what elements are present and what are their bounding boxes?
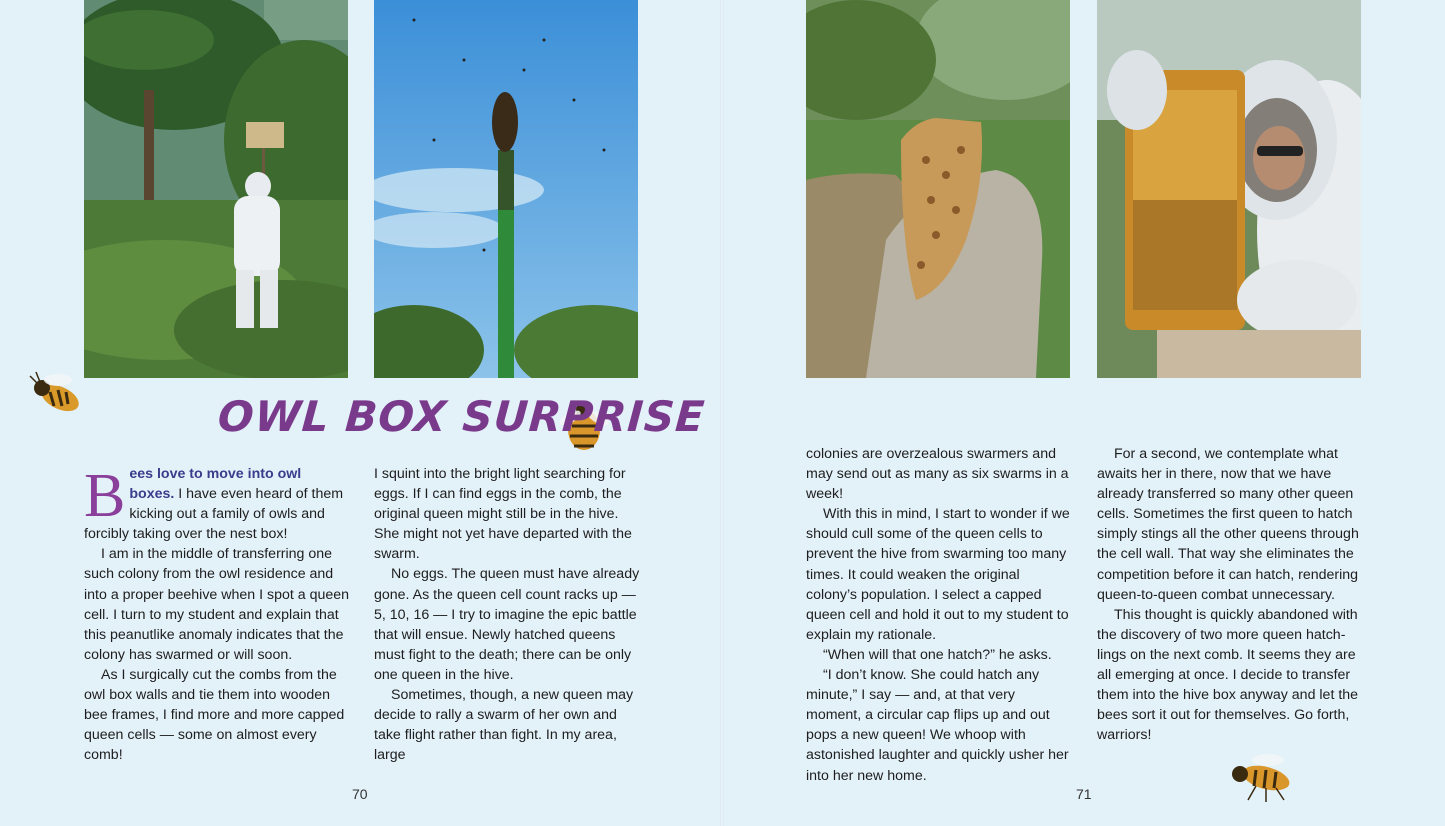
queen-cell-glove-photo xyxy=(806,0,1070,378)
page-gutter xyxy=(720,0,724,826)
paragraph: With this in mind, I start to wonder if we should cull some of the queen cells to prevent the hive from swarming too many times. It could weaken the original colony’s population. I select a capped queen cell and hold it out to my student to explain my rationale. xyxy=(806,506,1070,643)
paragraph: For a second, we contemplate what awaits her in there, now that we have already transferred so many other queen cells. Sometimes the first queen to hatch simply stings all the other queens through the cell wall. That way she eliminates the competition before it can hatch, rendering queen-to-queen combat unnecessary. xyxy=(1097,446,1359,603)
swarm-on-pole-photo xyxy=(374,0,638,378)
paragraph: This thought is quickly abandoned with the discovery of two more queen hatch-lings on the next comb. It seems they are all emerging at once. I decide to transfer them into the hive box anyway and let the bees sort it out for themselves. Go forth, warriors! xyxy=(1097,606,1359,744)
beekeeper-frame-photo xyxy=(1097,0,1361,378)
paragraph: “When will that one hatch?” he asks. xyxy=(823,646,1052,663)
paragraph xyxy=(84,464,350,544)
paragraph: I squint into the bright light searching for eggs. If I can find eggs in the comb, the original queen might still be in the hive. She might not yet have departed with the swarm. xyxy=(374,466,632,563)
page-number-left: 70 xyxy=(352,786,368,802)
paragraph: Sometimes, though, a new queen may decide to rally a swarm of her own and take flight rather than fight. In my area, large xyxy=(374,687,634,764)
paragraph: colonies are overzealous swarmers and may send out as many as six swarms in a week! xyxy=(806,446,1069,503)
paragraph: I am in the middle of transferring one such colony from the owl residence and into a proper beehive when I spot a queen cell. I turn to my student and explain that this peanutlike anomaly indicates that the colony has swarmed or will soon. xyxy=(84,546,350,663)
text-column-2 xyxy=(374,464,640,765)
chapter-title: OWL BOX SURPRISE xyxy=(216,392,707,441)
beekeeper-owl-box-photo xyxy=(84,0,348,378)
bee-illustration-left xyxy=(28,368,86,420)
paragraph-text: I have even heard of them kicking out a family of owls and forcibly taking over the nest box! xyxy=(84,486,344,543)
paragraph: No eggs. The queen must have already gone. As the queen cell count racks up — 5, 10, 16 — I try to imagine the epic battle that will ensue. Newly hatched queens must fight to the death; there can be only one queen in the hive. xyxy=(374,566,640,683)
lead-in: ees love to move into owl boxes. xyxy=(129,466,302,503)
text-column-1 xyxy=(84,464,350,765)
paragraph: As I surgically cut the combs from the owl box walls and tie them into wooden bee frames, I find more and more capped queen cells — some on almost every comb! xyxy=(84,666,345,764)
drop-cap: B xyxy=(84,462,126,530)
text-column-4 xyxy=(1097,444,1363,745)
page-number-right: 71 xyxy=(1076,786,1092,802)
bee-illustration-right xyxy=(1226,746,1300,804)
text-column-3 xyxy=(806,444,1072,786)
paragraph: “I don’t know. She could hatch any minute,” I say — and, at that very moment, a circular cap flips up and out pops a new queen! We whoop with astonished laughter and quickly usher her into her new home. xyxy=(806,667,1069,784)
